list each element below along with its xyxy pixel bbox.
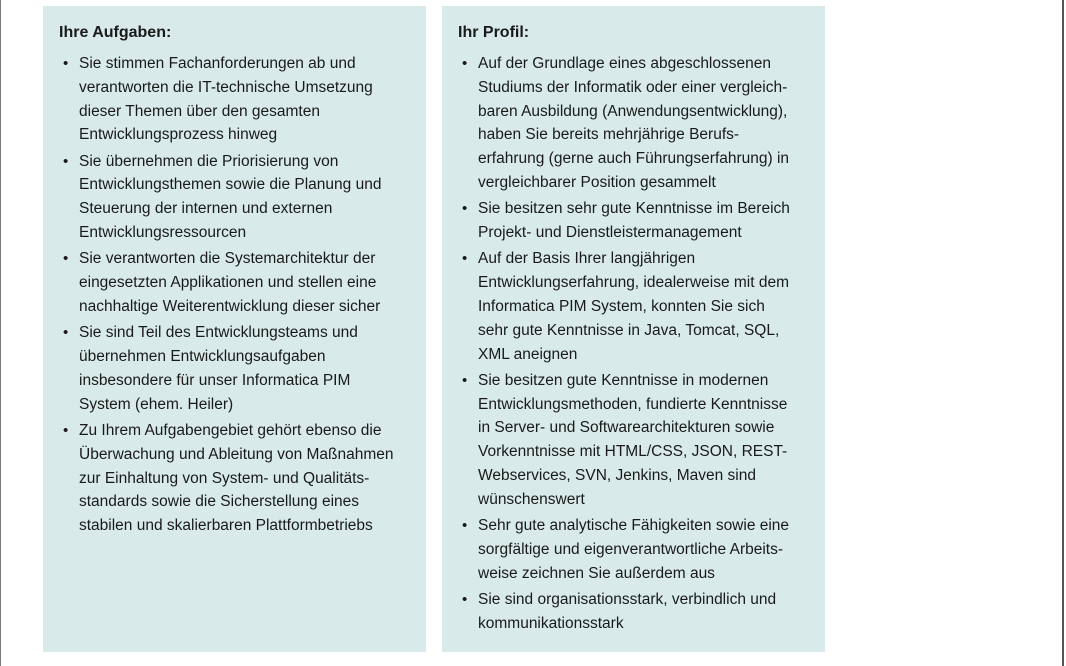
profile-box bbox=[442, 6, 825, 652]
list-item bbox=[43, 150, 426, 245]
tasks-box bbox=[43, 6, 426, 652]
list-item-line: eingesetzten Applikationen und stellen eine bbox=[79, 274, 377, 292]
list-item-line: wünschenswert bbox=[478, 490, 585, 508]
list-item-line: Zu Ihrem Aufgabengebiet gehört ebenso die bbox=[79, 421, 382, 439]
list-item-line: erfahrung (gerne auch Führungserfahrung) in bbox=[478, 150, 790, 168]
list-item-line: standards sowie die Sicherstellung eines bbox=[79, 493, 360, 511]
bullet-icon: • bbox=[63, 55, 69, 72]
list-item-line: dieser Themen über den gesamten bbox=[79, 102, 320, 120]
right-frame-border bbox=[1062, 0, 1064, 666]
list-item-line: Auf der Grundlage eines abgeschlossenen bbox=[478, 55, 771, 72]
list-item-line: Vorkenntnisse mit HTML/CSS, JSON, REST- bbox=[478, 443, 788, 461]
list-item-line: Informatica PIM System, konnten Sie sich bbox=[478, 297, 765, 315]
list-item-line: XML aneignen bbox=[478, 345, 578, 363]
list-item bbox=[442, 514, 825, 585]
list-item-line: insbesondere für unser Informatica PIM bbox=[79, 371, 351, 389]
list-item-line: stabilen und skalierbaren Plattformbetriebs bbox=[79, 517, 373, 535]
bullet-icon: • bbox=[462, 250, 468, 268]
bullet-icon: • bbox=[63, 324, 69, 342]
list-item-line: Sie stimmen Fachanforderungen ab und bbox=[79, 55, 356, 72]
list-item-line: Überwachung und Ableitung von Maßnahmen bbox=[79, 445, 394, 463]
list-item bbox=[442, 588, 825, 636]
tasks-list bbox=[43, 52, 426, 540]
list-item bbox=[442, 369, 825, 512]
left-frame-border bbox=[0, 0, 1, 666]
list-item bbox=[442, 197, 825, 245]
list-item-line: Sie sind organisationsstark, verbindlich und bbox=[478, 591, 777, 609]
list-item-line: Sie sind Teil des Entwicklungsteams und bbox=[79, 324, 358, 342]
bullet-icon: • bbox=[462, 517, 468, 535]
list-item-line: zur Einhaltung von System- und Qualitäts- bbox=[79, 469, 370, 487]
list-item-line: Entwicklungsprozess hinweg bbox=[79, 126, 278, 144]
list-item-line: nachhaltige Weiterentwicklung dieser sicher bbox=[79, 297, 381, 315]
bullet-icon: • bbox=[63, 152, 69, 170]
list-item-line: Sehr gute analytische Fähigkeiten sowie eine bbox=[478, 517, 790, 535]
list-item-line: verantworten die IT-technische Umsetzung bbox=[79, 78, 373, 96]
bullet-icon: • bbox=[63, 421, 69, 439]
list-item bbox=[43, 321, 426, 416]
list-item-line: haben Sie bereits mehrjährige Berufs- bbox=[478, 126, 740, 144]
list-item-line: sorgfältige und eigenverantwortliche Arbeits- bbox=[478, 540, 784, 558]
list-item bbox=[442, 52, 825, 195]
profile-list bbox=[442, 52, 825, 638]
list-item-line: sehr gute Kenntnisse in Java, Tomcat, SQL, bbox=[478, 321, 780, 339]
bullet-icon: • bbox=[63, 250, 69, 268]
list-item-line: in Server- und Softwarearchitekturen sowie bbox=[478, 419, 775, 437]
list-item-line: Sie besitzen sehr gute Kenntnisse im Bereich bbox=[478, 200, 790, 218]
list-item-line: Steuerung der internen und externen bbox=[79, 200, 333, 218]
list-item-line: vergleichbarer Position gesammelt bbox=[478, 173, 716, 191]
list-item bbox=[43, 419, 426, 538]
list-item-line: Entwicklungsressourcen bbox=[79, 224, 247, 242]
list-item-line: Studiums der Informatik oder einer vergleich- bbox=[478, 78, 788, 96]
list-item bbox=[442, 247, 825, 366]
list-item-line: Entwicklungsmethoden, fundierte Kenntnisse bbox=[478, 395, 788, 413]
list-item-line: Webservices, SVN, Jenkins, Maven sind bbox=[478, 467, 756, 485]
list-item bbox=[43, 52, 426, 147]
list-item-line: System (ehem. Heiler) bbox=[79, 395, 234, 413]
list-item-line: Sie verantworten die Systemarchitektur der bbox=[79, 250, 376, 268]
tasks-title: Ihre Aufgaben: bbox=[59, 24, 172, 41]
list-item-line: Auf der Basis Ihrer langjährigen bbox=[478, 250, 696, 268]
bullet-icon: • bbox=[462, 200, 468, 218]
list-item-line: weise zeichnen Sie außerdem aus bbox=[478, 564, 715, 582]
list-item-line: baren Ausbildung (Anwendungsentwicklung), bbox=[478, 102, 788, 120]
list-item-line: Entwicklungsthemen sowie die Planung und bbox=[79, 176, 382, 194]
list-item-line: kommunikationsstark bbox=[478, 614, 624, 632]
list-item-line: Sie übernehmen die Priorisierung von bbox=[79, 152, 339, 170]
list-item-line: übernehmen Entwicklungsaufgaben bbox=[79, 348, 326, 366]
bullet-icon: • bbox=[462, 371, 468, 389]
list-item bbox=[43, 247, 426, 318]
list-item-line: Sie besitzen gute Kenntnisse in modernen bbox=[478, 371, 769, 389]
profile-title: Ihr Profil: bbox=[458, 24, 530, 41]
list-item-line: Entwicklungserfahrung, idealerweise mit dem bbox=[478, 274, 790, 292]
bullet-icon: • bbox=[462, 55, 468, 72]
list-item-line: Projekt- und Dienstleistermanagement bbox=[478, 224, 742, 242]
bullet-icon: • bbox=[462, 591, 468, 609]
